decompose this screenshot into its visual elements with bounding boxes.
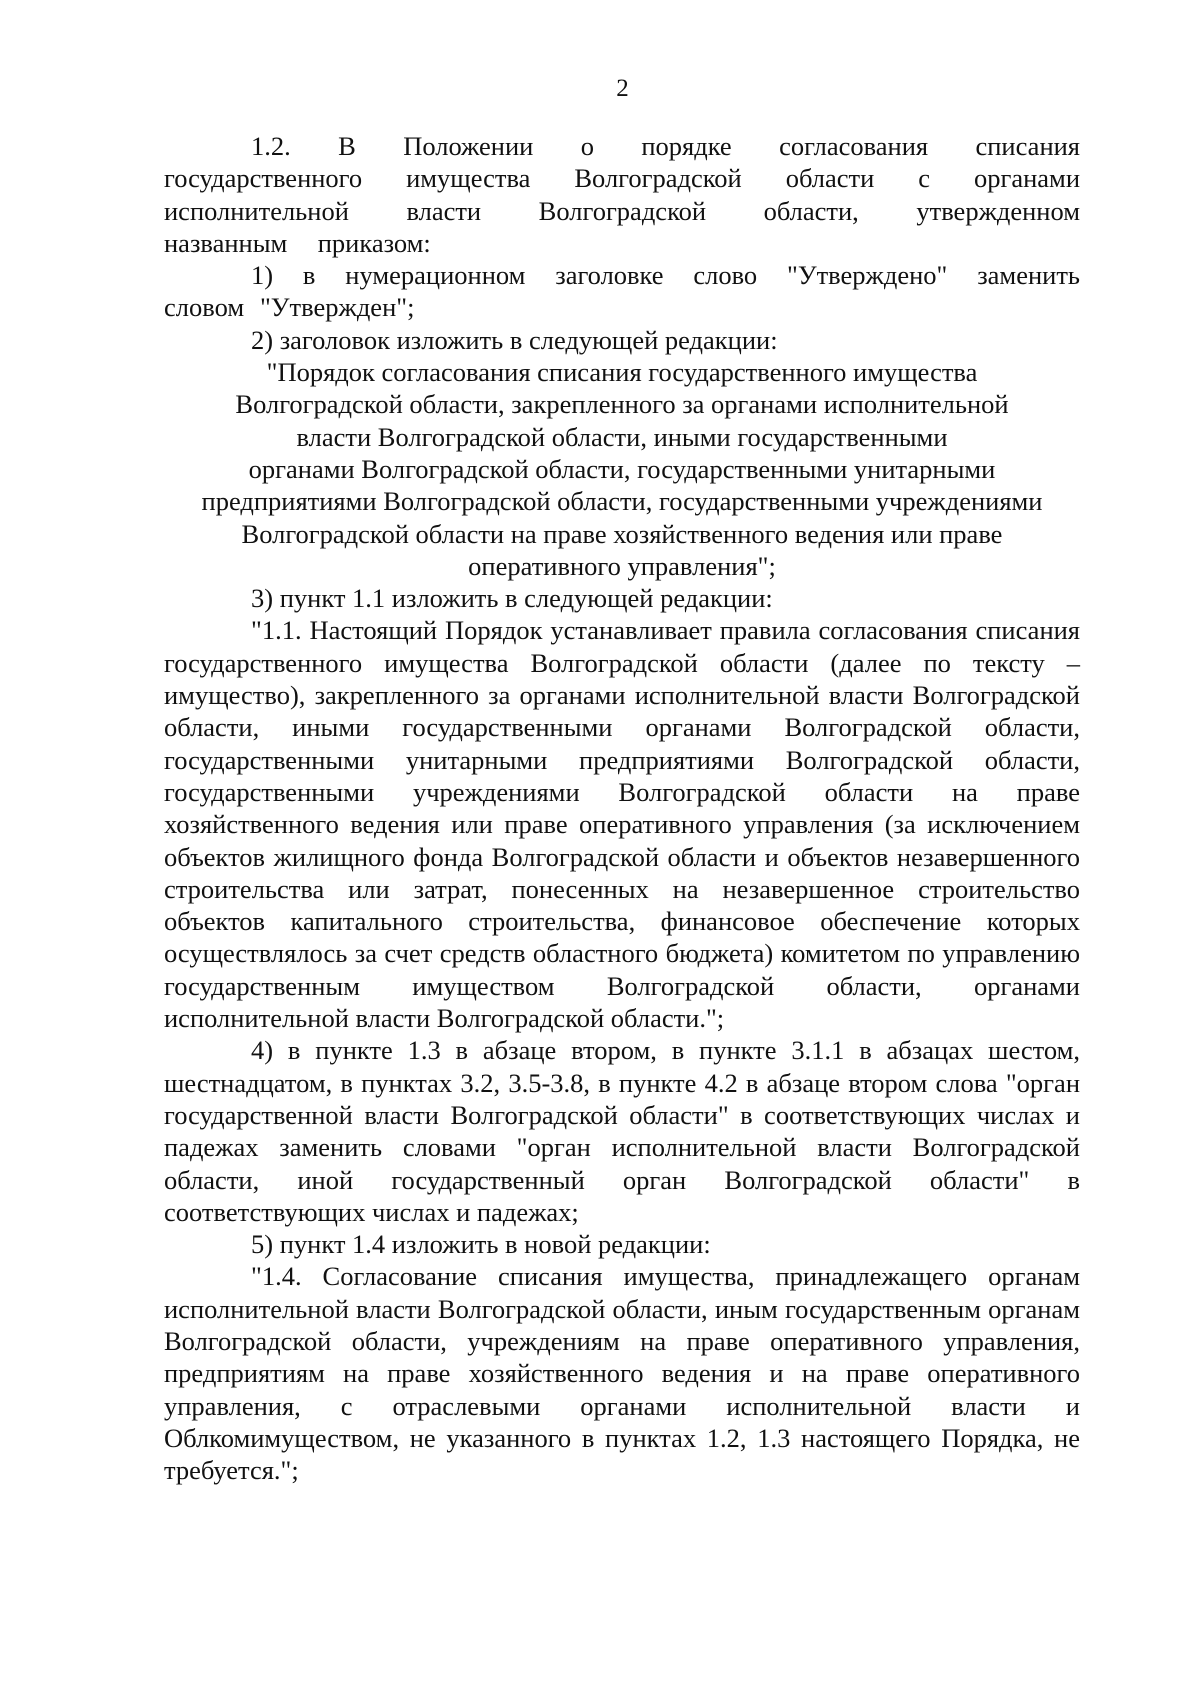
- paragraph-item-4: 4) в пункте 1.3 в абзаце втором, в пункте 3.1.1 в абзацах шестом, шестнадцатом, в пунктах 3.2, 3.5-3.8, в пункте 4.2 в абзаце втором слова "орган государственной власти Волгоградской области" в соответствующих числах и падежах заменить словами "орган исполнительной власти Волгоградской области, иной государственный орган Волгоградской области" в соответствующих числах и падежах;: [164, 1035, 1080, 1227]
- quoted-title-line: власти Волгоградской области, иными государственными: [296, 421, 948, 452]
- page-number: 2: [616, 75, 629, 102]
- quoted-title-line: органами Волгоградской области, государственными унитарными: [248, 453, 996, 484]
- paragraph-item-3: 3) пункт 1.1 изложить в следующей редакции:: [251, 583, 773, 614]
- quoted-title-line: Волгоградской области, закрепленного за органами исполнительной: [235, 389, 1009, 420]
- paragraph-1-2: 1.2. В Положении о порядке согласования списания государственного имущества Волгоградской области с органами исполнительной власти Волгоградской области, утвержденном названным приказом:: [164, 131, 1080, 258]
- paragraph-1-1: "1.1. Настоящий Порядок устанавливает правила согласования списания государственного имущества Волгоградской области (далее по тексту – имущество), закрепленного за органами исполнительной власти Волгоградской области, иными государственными органами Волгоградской области, государственными унитарными предприятиями Волгоградской области, государственными учреждениями Волгоградской области на праве хозяйственного ведения или праве оперативного управления (за исключением объектов жилищного фонда Волгоградской области и объектов незавершенного строительства или затрат, понесенных на незавершенное строительство объектов капитального строительства, финансовое обеспечение которых осуществлялось за счет средств областного бюджета) комитетом по управлению государственным имуществом Волгоградской области, органами исполнительной власти Волгоградской области.";: [164, 615, 1080, 1034]
- quoted-title: [164, 356, 1080, 582]
- paragraph-item-2: 2) заголовок изложить в следующей редакции:: [251, 324, 778, 355]
- paragraph-1-4: "1.4. Согласование списания имущества, принадлежащего органам исполнительной власти Волгоградской области, иным государственным органам Волгоградской области, учреждениям на праве оперативного управления, предприятиям на праве хозяйственного ведения и на праве оперативного управления, с отраслевыми органами исполнительной власти и Облкомимуществом, не указанного в пунктах 1.2, 1.3 настоящего Порядка, не требуется.";: [164, 1261, 1080, 1486]
- document-body: [164, 130, 1080, 1486]
- quoted-title-line: Волгоградской области на праве хозяйственного ведения или праве: [241, 518, 1003, 549]
- quoted-title-line: предприятиями Волгоградской области, государственными учреждениями: [201, 486, 1043, 517]
- quoted-title-line: оперативного управления";: [468, 550, 776, 581]
- quoted-title-line: "Порядок согласования списания государственного имущества: [266, 357, 978, 388]
- paragraph-item-1: 1) в нумерационном заголовке слово "Утверждено" заменить словом "Утвержден";: [164, 260, 1080, 323]
- paragraph-item-5: 5) пункт 1.4 изложить в новой редакции:: [251, 1229, 711, 1260]
